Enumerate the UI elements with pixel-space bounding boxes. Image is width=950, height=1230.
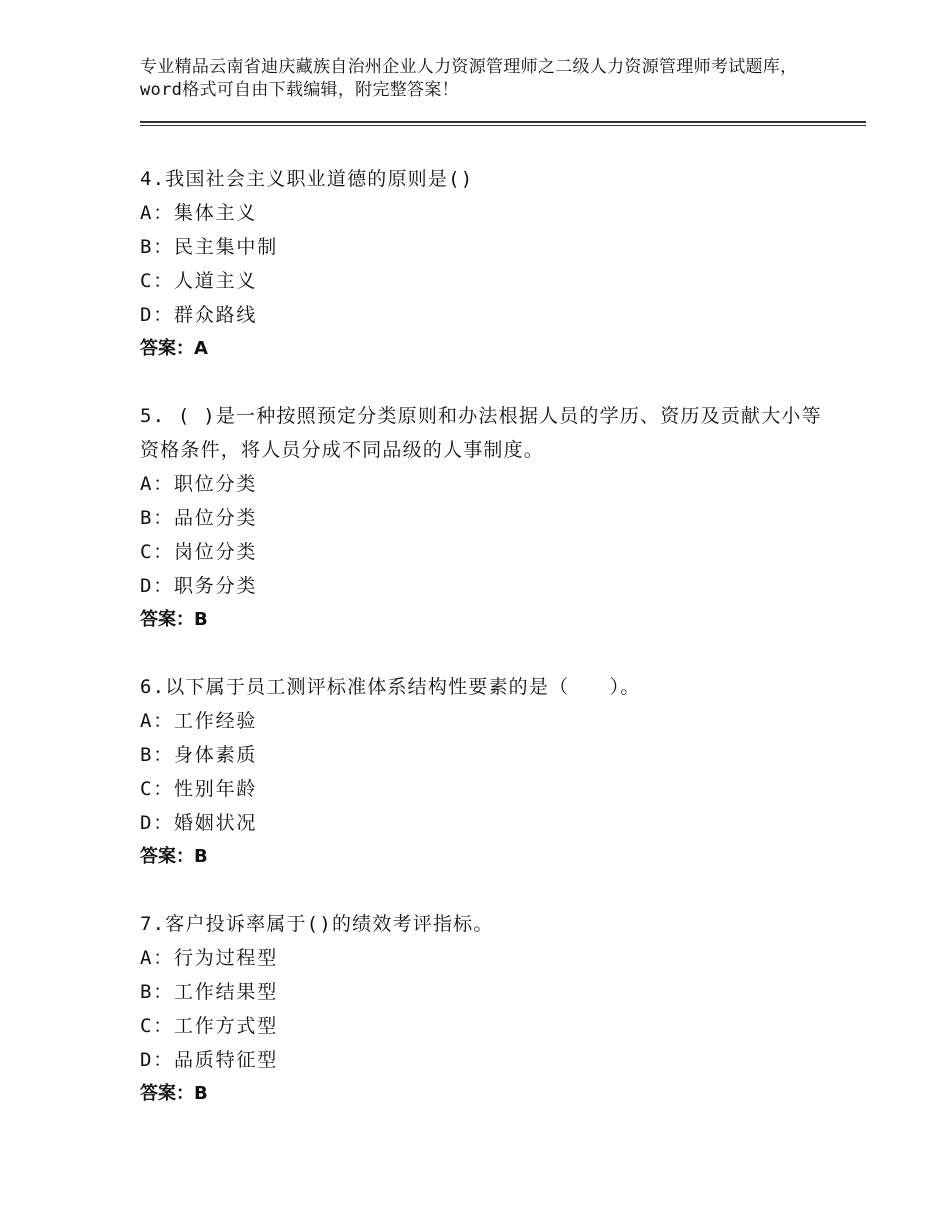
option-d	[140, 806, 840, 840]
option-text: 集体主义	[174, 202, 258, 224]
option-a	[140, 941, 840, 975]
option-text: 行为过程型	[174, 947, 279, 969]
option-text: 岗位分类	[174, 541, 258, 563]
option-c	[140, 264, 840, 298]
option-text: 工作结果型	[174, 981, 279, 1003]
option-a	[140, 704, 840, 738]
option-letter: B：	[140, 981, 175, 1003]
option-letter: A：	[140, 202, 175, 224]
option-text: 人道主义	[174, 270, 258, 292]
option-text: 工作经验	[174, 710, 258, 732]
option-c	[140, 772, 840, 806]
header-rule-thin	[140, 125, 866, 126]
option-letter: B：	[140, 507, 175, 529]
option-letter: D：	[140, 1049, 175, 1071]
option-text: 身体素质	[174, 744, 258, 766]
question-stem: 5. ( )是一种按照预定分类原则和办法根据人员的学历、资历及贡献大小等资格条件，将人员分成不同品级的人事制度。	[140, 405, 822, 461]
question-4	[140, 162, 840, 366]
option-d	[140, 569, 840, 603]
answer-label: 答案：A	[140, 338, 208, 359]
option-letter: A：	[140, 473, 175, 495]
option-b	[140, 501, 840, 535]
answer-label: 答案：B	[140, 1083, 208, 1104]
question-7	[140, 907, 840, 1111]
question-stem: 7.客户投诉率属于()的绩效考评指标。	[140, 913, 494, 935]
option-letter: C：	[140, 1015, 175, 1037]
option-letter: A：	[140, 710, 175, 732]
option-text: 群众路线	[174, 304, 258, 326]
option-letter: C：	[140, 778, 175, 800]
option-text: 职务分类	[174, 575, 258, 597]
option-letter: C：	[140, 541, 175, 563]
option-letter: C：	[140, 270, 175, 292]
option-text: 性别年龄	[174, 778, 258, 800]
option-letter: A：	[140, 947, 175, 969]
option-letter: D：	[140, 575, 175, 597]
option-text: 工作方式型	[174, 1015, 279, 1037]
option-a	[140, 467, 840, 501]
option-text: 婚姻状况	[174, 812, 258, 834]
question-stem: 6.以下属于员工测评标准体系结构性要素的是（ ）。	[140, 676, 641, 698]
document-header: 专业精品云南省迪庆藏族自治州企业人力资源管理师之二级人力资源管理师考试题库，word格式可自由下载编辑，附完整答案！	[140, 57, 798, 100]
question-6	[140, 670, 840, 874]
option-a	[140, 196, 840, 230]
option-text: 民主集中制	[174, 236, 279, 258]
option-letter: D：	[140, 304, 175, 326]
option-text: 品质特征型	[174, 1049, 279, 1071]
option-c	[140, 535, 840, 569]
option-b	[140, 230, 840, 264]
option-d	[140, 1043, 840, 1077]
option-b	[140, 738, 840, 772]
question-list	[140, 162, 840, 1144]
option-letter: D：	[140, 812, 175, 834]
question-stem: 4.我国社会主义职业道德的原则是()	[140, 168, 474, 190]
option-b	[140, 975, 840, 1009]
answer-label: 答案：B	[140, 609, 208, 630]
option-letter: B：	[140, 236, 175, 258]
answer-label: 答案：B	[140, 846, 208, 867]
option-d	[140, 298, 840, 332]
option-text: 品位分类	[174, 507, 258, 529]
option-text: 职位分类	[174, 473, 258, 495]
header-rule-thick	[140, 121, 866, 123]
option-letter: B：	[140, 744, 175, 766]
question-5	[140, 399, 840, 637]
option-c	[140, 1009, 840, 1043]
